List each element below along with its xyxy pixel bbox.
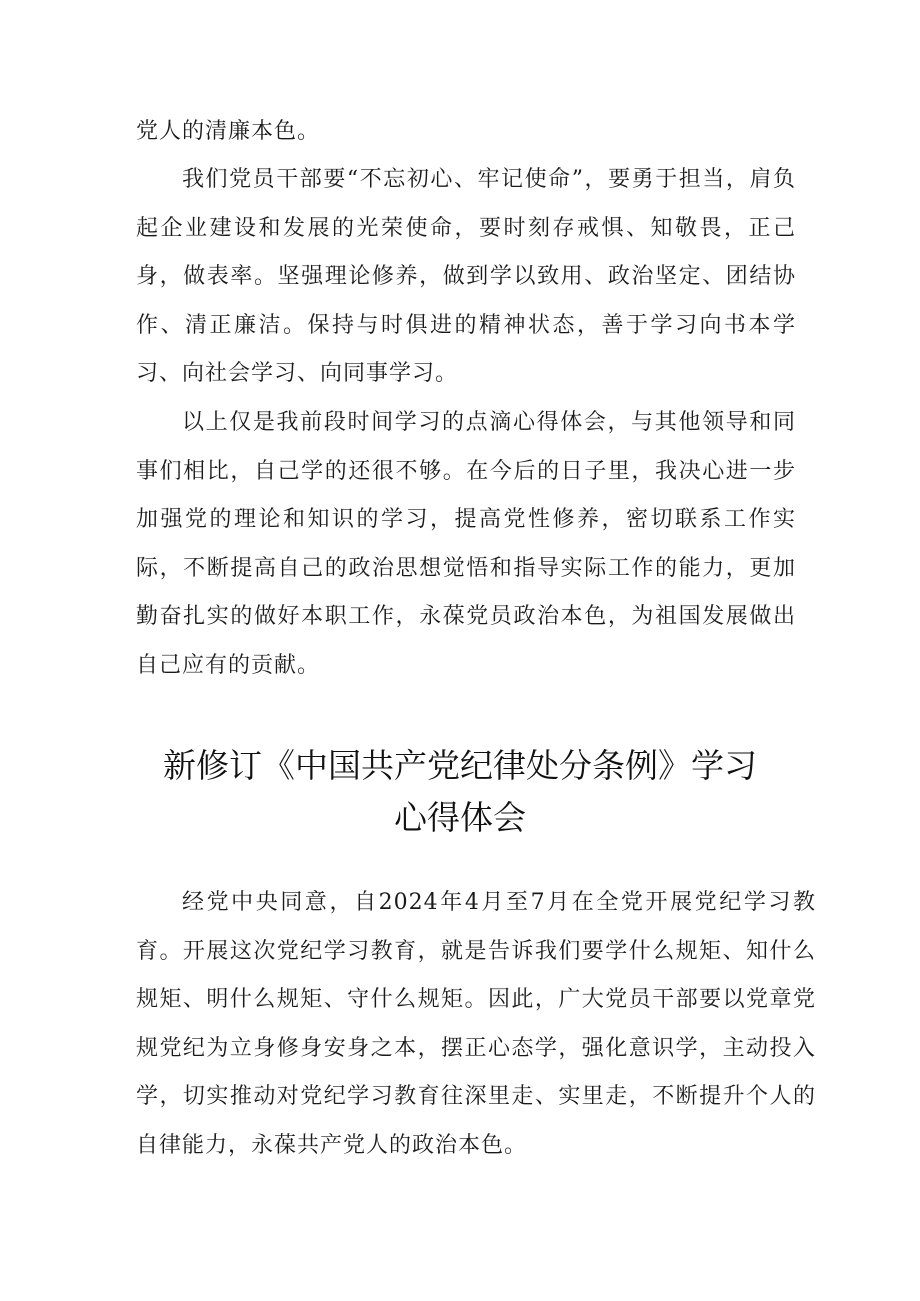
section-title-line1: 新修订《中国共产党纪律处分条例》学习	[163, 746, 757, 785]
paragraph-conclusion: 以上仅是我前段时间学习的点滴心得体会，与其他领导和同事们相比，自己学的还很不够。在今后的日子里，我决心进一步加强党的理论和知识的学习，提高党性修养，密切联系工作实际，不断提高自己的政治思想觉悟和指导实际工作的能力，更加勤奋扎实的做好本职工作，永葆党员政治本色，为祖国发展做出自己应有的贡献。	[136, 410, 796, 678]
paragraph-mission: 我们党员干部要“不忘初心、牢记使命”，要勇于担当，肩负起企业建设和发展的光荣使命，要时刻存戒惧、知敬畏，正己身，做表率。坚强理论修养，做到学以致用、政治坚定、团结协作、清正廉洁。保持与时俱进的精神状态，善于学习向书本学习、向社会学习、向同事学习。	[136, 167, 796, 386]
section-title-line2: 心得体会	[394, 798, 526, 837]
paragraph-discipline-education: 经党中央同意，自2024年4月至7月在全党开展党纪学习教育。开展这次党纪学习教育，就是告诉我们要学什么规矩、知什么规矩、明什么规矩、守什么规矩。因此，广大党员干部要以党章党规党纪为立身修身安身之本，摆正心态学，强化意识学，主动投入学，切实推动对党纪学习教育往深里走、实里走，不断提升个人的自律能力，永葆共产党人的政治本色。	[136, 890, 816, 1158]
paragraph-continuation: 党人的清廉本色。	[136, 119, 321, 144]
section-title	[100, 740, 820, 844]
